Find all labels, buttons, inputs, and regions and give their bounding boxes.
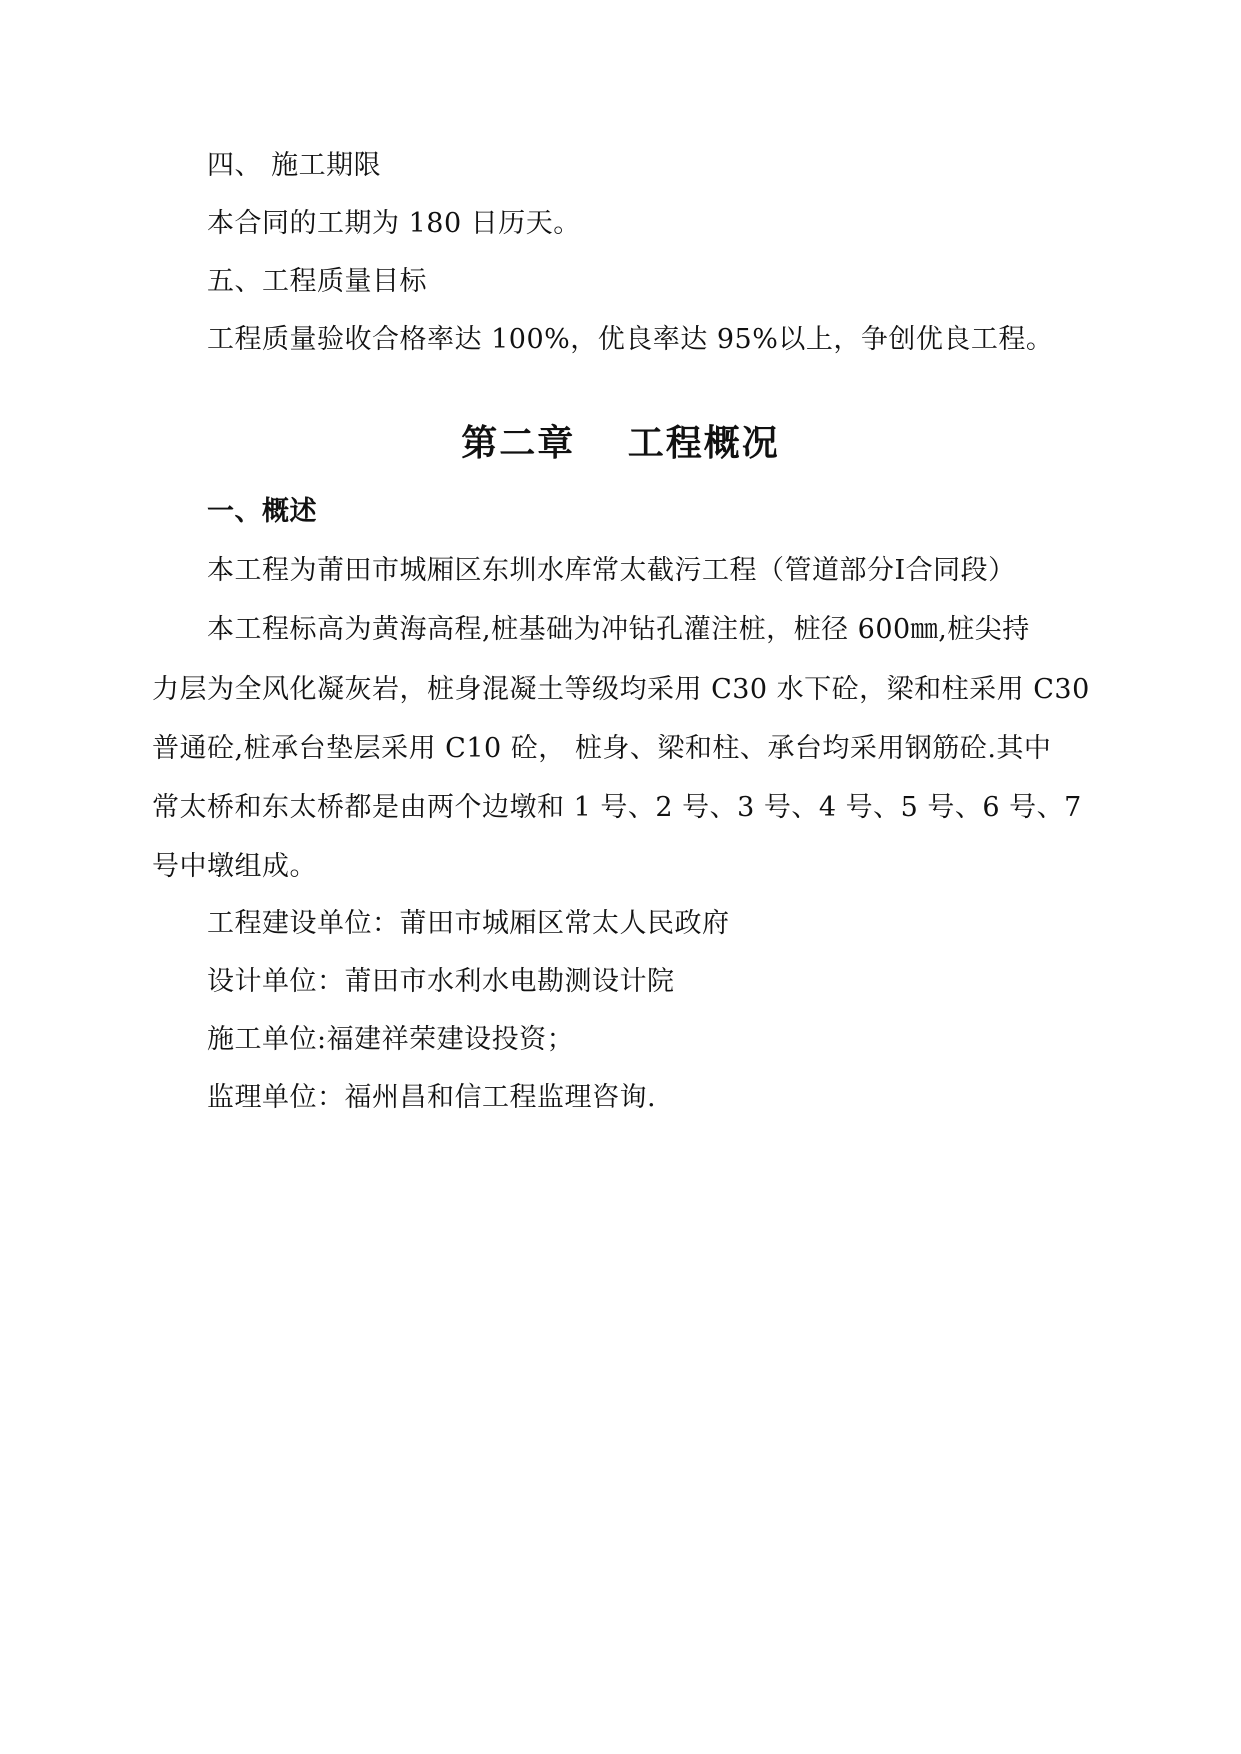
overview-paragraph-line: 常太桥和东太桥都是由两个边墩和 1 号、2 号、3 号、4 号、5 号、6 号、7 [152, 792, 1082, 823]
chapter-title: 第二章 工程概况 [461, 423, 780, 464]
section4-heading: 四、 施工期限 [207, 150, 382, 181]
overview-paragraph-line: 力层为全风化凝灰岩，桩身混凝土等级均采用 C30 水下砼，梁和柱采用 C30 [152, 674, 1090, 705]
overview-paragraph-line: 普通砼,桩承台垫层采用 C10 砼， 桩身、梁和柱、承台均采用钢筋砼.其中 [152, 733, 1052, 764]
contractor-line: 施工单位:福建祥荣建设投资； [207, 1024, 575, 1055]
overview-paragraph-line: 号中墩组成。 [152, 851, 317, 882]
owner-line: 工程建设单位：莆田市城厢区常太人民政府 [207, 908, 730, 939]
overview-heading: 一、概述 [207, 496, 317, 527]
designer-line: 设计单位：莆田市水利水电勘测设计院 [207, 966, 675, 997]
section5-text: 工程质量验收合格率达 100%，优良率达 95%以上，争创优良工程。 [207, 324, 1054, 355]
section5-heading: 五、工程质量目标 [207, 266, 427, 297]
supervisor-line: 监理单位：福州昌和信工程监理咨询. [207, 1082, 657, 1113]
overview-paragraph-line: 本工程标高为黄海高程,桩基础为冲钻孔灌注桩，桩径 600㎜,桩尖持 [207, 614, 1030, 645]
section4-text: 本合同的工期为 180 日历天。 [207, 208, 581, 239]
overview-intro: 本工程为莆田市城厢区东圳水库常太截污工程（管道部分Ⅰ合同段） [207, 555, 1016, 586]
